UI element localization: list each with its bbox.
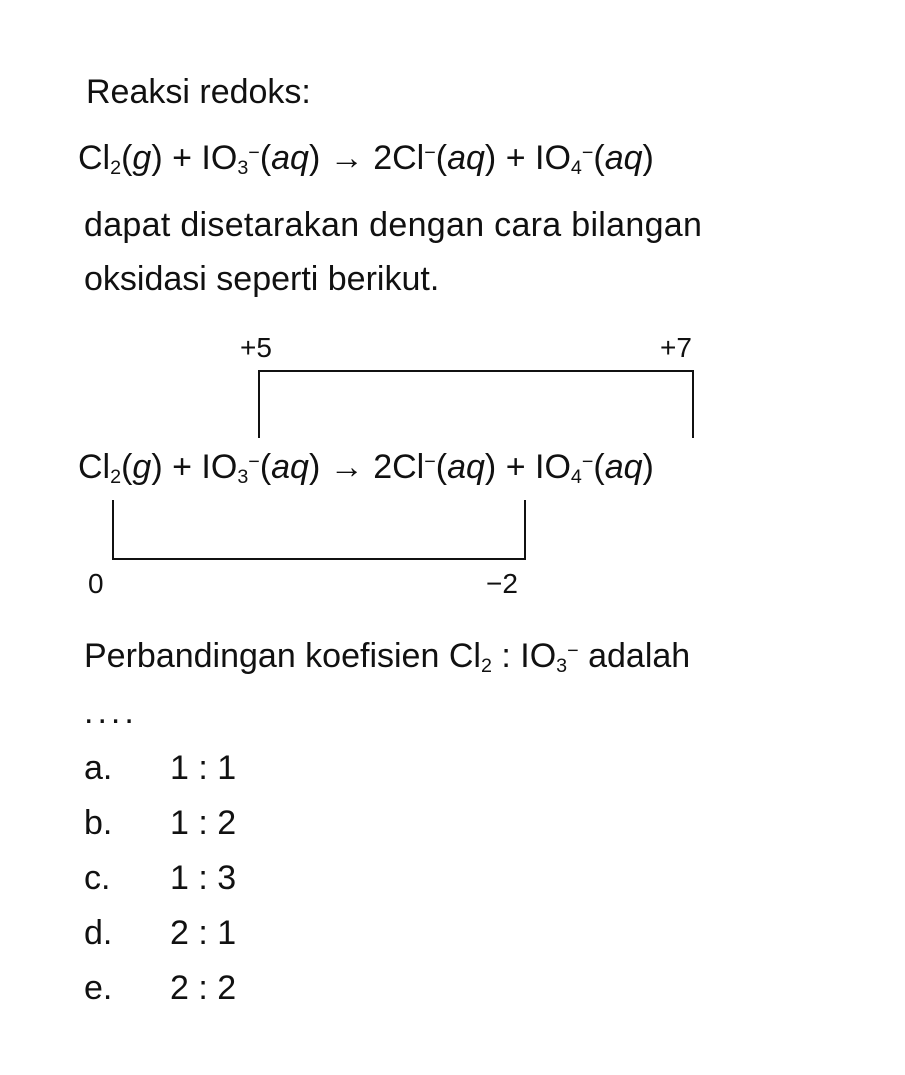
- oxidation-number-chlorine-after: −2: [486, 568, 518, 599]
- plus-sign: +: [172, 139, 192, 177]
- oxidation-number-chlorine-before: 0: [88, 568, 104, 599]
- redox-equation-annotated: [78, 447, 654, 487]
- option-a[interactable]: [84, 748, 236, 788]
- question-text: Perbandingan koefisien $Cl_2$ : $IO_3^-$ adalah: [84, 637, 691, 677]
- option-letter: e.: [84, 969, 113, 1007]
- product-chloride: 2Cl−(aq): [373, 139, 497, 177]
- question-ellipsis: ....: [84, 693, 138, 731]
- reactant-chlorine: $Cl_2(g)$: [78, 139, 163, 179]
- plus-sign: +: [505, 448, 526, 486]
- option-ratio: 1 : 1: [170, 749, 237, 787]
- option-letter: d.: [84, 914, 113, 952]
- intro-heading: Reaksi redoks:: [86, 73, 311, 111]
- option-ratio: 2 : 1: [170, 914, 237, 952]
- chlorine-reduction-bracket: [112, 500, 526, 560]
- oxidation-number-iodine-after: +7: [660, 332, 692, 363]
- iodine-oxidation-bracket: [258, 370, 694, 438]
- option-ratio: 1 : 3: [170, 859, 237, 897]
- reactant-chlorine: $Cl_2(g)$: [78, 448, 163, 488]
- option-letter: c.: [84, 859, 111, 897]
- option-d[interactable]: [84, 913, 236, 953]
- plus-sign: +: [505, 139, 526, 177]
- reactant-iodate: $IO_3^-(aq)$: [201, 139, 321, 179]
- reaction-arrow: →: [329, 448, 364, 486]
- paragraph-line-1: dapat disetarakan dengan cara bilangan: [84, 206, 703, 244]
- option-b[interactable]: [84, 803, 236, 843]
- redox-equation: [78, 138, 654, 178]
- reaction-arrow: →: [329, 139, 364, 177]
- option-ratio: 2 : 2: [170, 969, 237, 1007]
- reactant-iodate: $IO_3^-(aq)$: [201, 448, 321, 488]
- option-letter: a.: [84, 749, 113, 787]
- product-chloride: 2Cl−(aq): [373, 448, 497, 486]
- option-letter: b.: [84, 804, 113, 842]
- oxidation-number-iodine-before: +5: [240, 332, 272, 363]
- option-ratio: 1 : 2: [170, 804, 237, 842]
- product-periodate: $IO_4^-(aq)$: [535, 448, 654, 488]
- option-c[interactable]: [84, 858, 236, 898]
- paragraph-line-2: oksidasi seperti berikut.: [84, 260, 440, 298]
- option-e[interactable]: [84, 968, 236, 1008]
- plus-sign: +: [172, 448, 192, 486]
- product-periodate: $IO_4^-(aq)$: [535, 139, 654, 179]
